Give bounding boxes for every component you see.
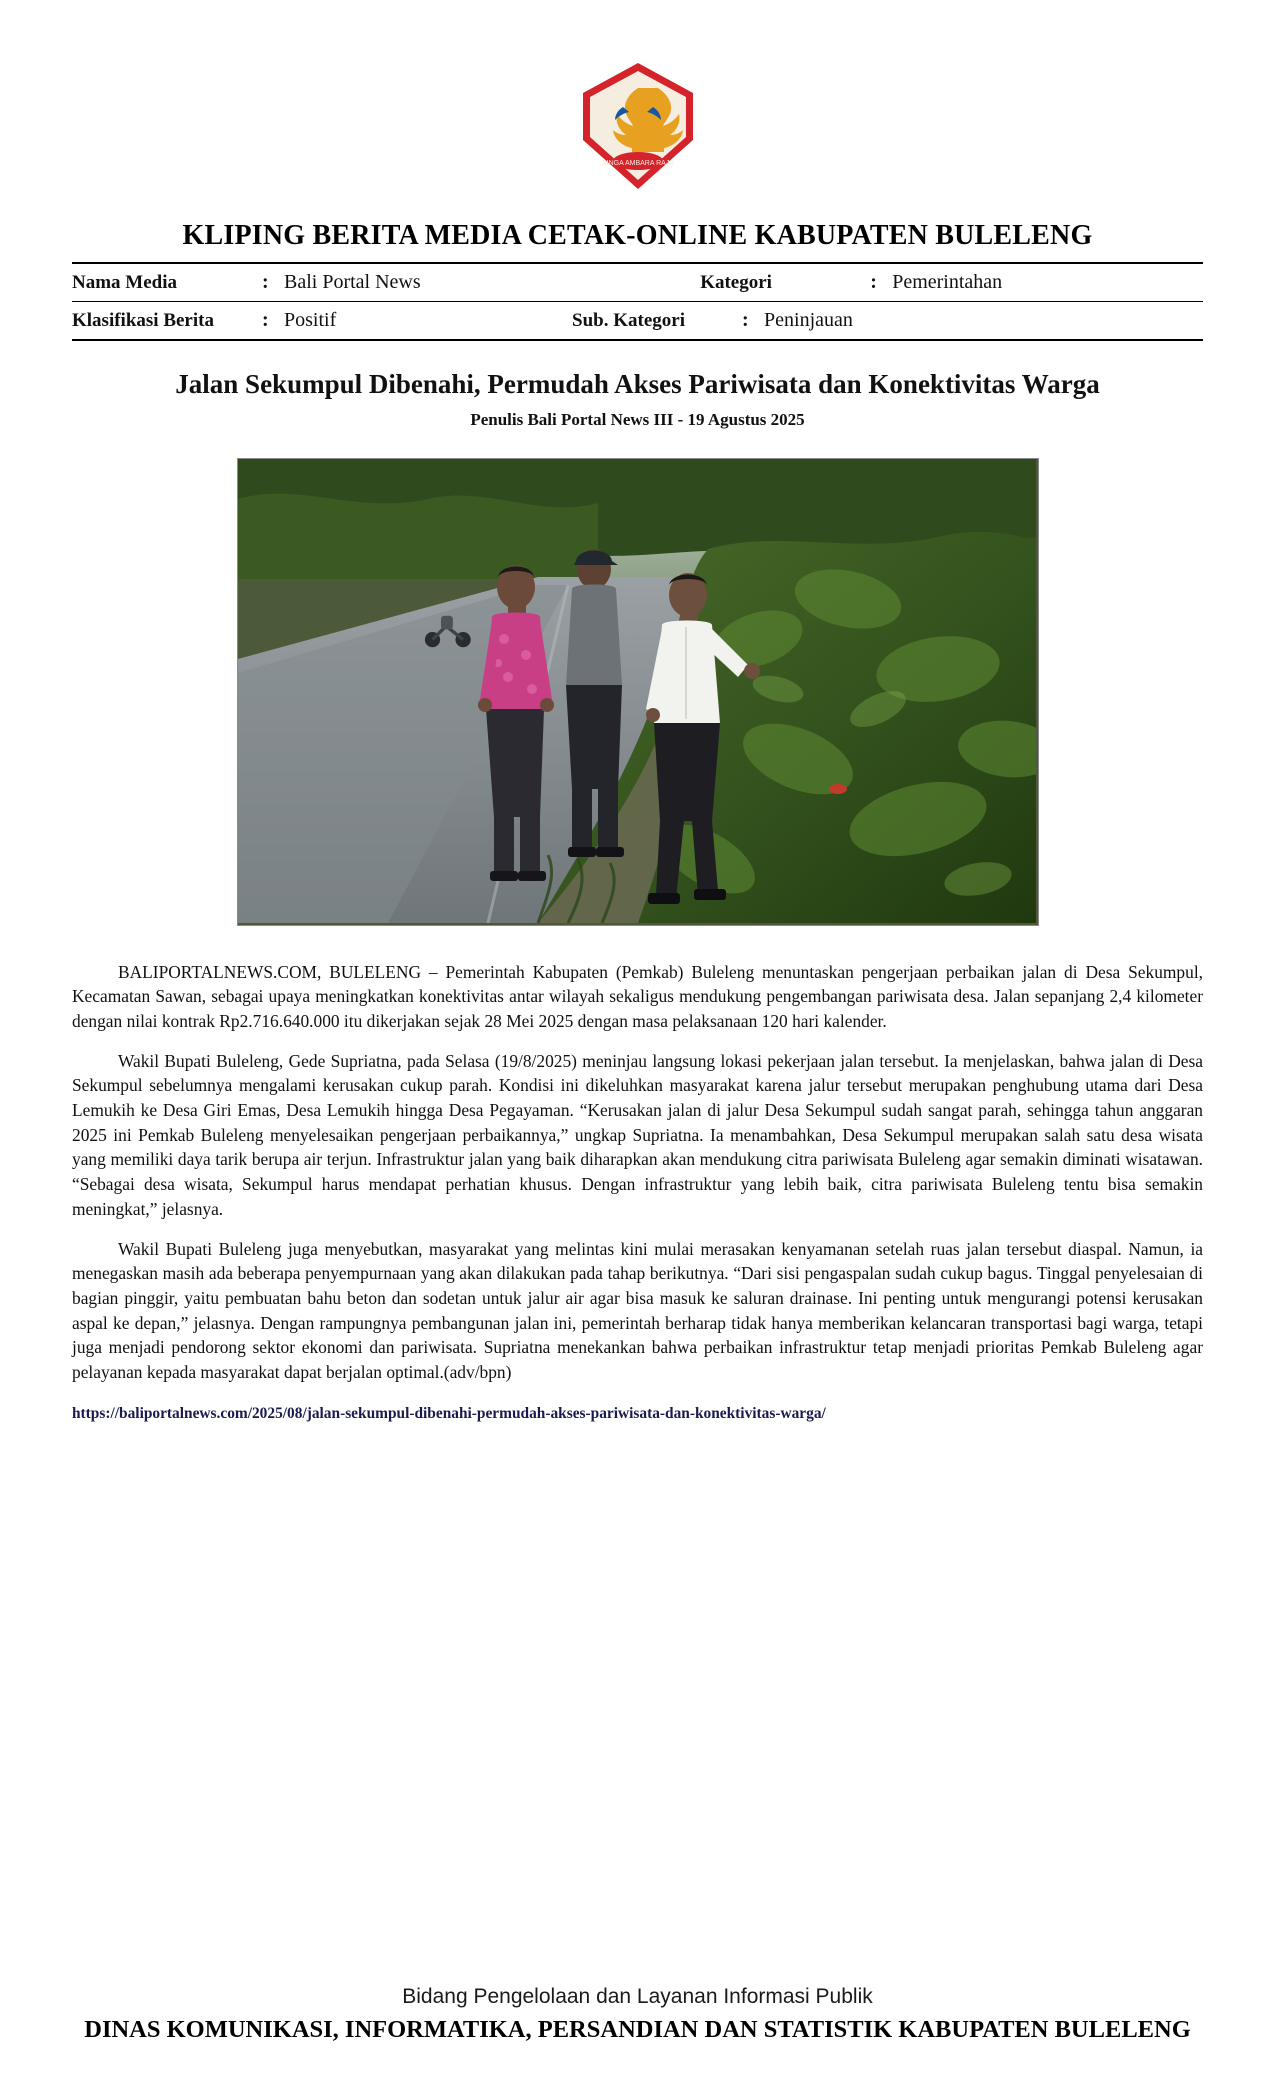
- metadata-table: [72, 264, 1203, 301]
- table-row: [72, 264, 1203, 301]
- media-label: Nama Media: [72, 272, 178, 293]
- table-row: [72, 302, 1203, 339]
- article-title: Jalan Sekumpul Dibenahi, Permudah Akses Pariwisata dan Konektivitas Warga: [175, 369, 1100, 399]
- media-value: Bali Portal News: [284, 271, 421, 293]
- page-footer: [0, 1985, 1275, 2044]
- media-colon: :: [262, 271, 269, 293]
- subcategory-value: Peninjauan: [764, 309, 853, 331]
- category-colon: :: [870, 271, 877, 293]
- article-paragraph-1: BALIPORTALNEWS.COM, BULELENG – Pemerintah Kabupaten (Pemkab) Buleleng menuntaskan pengerjaan perbaikan jalan di Desa Sekumpul, Kecamatan Sawan, sebagai upaya meningkatkan konektivitas antar wilayah sekaligus mendukung pengembangan pariwisata desa. Jalan sepanjang 2,4 kilometer dengan nilai kontrak Rp2.716.640.000 itu dikerjakan sejak 28 Mei 2025 dengan masa pelaksanaan 120 hari kalender.: [72, 961, 1203, 1031]
- classification-label: Klasifikasi Berita: [72, 310, 214, 331]
- metadata-table-2: [72, 302, 1203, 339]
- article-byline: Penulis Bali Portal News III - 19 Agustus 2025: [470, 409, 805, 429]
- subcategory-label: Sub. Kategori: [572, 310, 685, 331]
- emblem-container: [72, 0, 1203, 192]
- footer-department-line: Bidang Pengelolaan dan Layanan Informasi Publik: [402, 1985, 873, 2008]
- metadata-divider-bottom: [72, 339, 1203, 341]
- article-paragraph-2: Wakil Bupati Buleleng, Gede Supriatna, pada Selasa (19/8/2025) meninjau langsung lokasi pekerjaan jalan tersebut. Ia menjelaskan, bahwa jalan di Desa Sekumpul sebelumnya mengalami kerusakan cukup parah. Kondisi ini dikeluhkan masyarakat karena jalur tersebut merupakan penghubung utama dari Desa Lemukih ke Desa Giri Emas, Desa Lemukih hingga Desa Pegayaman. “Kerusakan jalan di jalur Desa Sekumpul sudah sangat parah, sehingga tahun anggaran 2025 ini Pemkab Buleleng menyelesaikan pengerjaan perbaikannya,” ungkap Supriatna. Ia menambahkan, Desa Sekumpul merupakan salah satu desa wisata yang memiliki daya tarik berupa air terjun. Infrastruktur jalan yang baik diharapkan akan mendukung citra pariwisata Buleleng agar semakin diminati wisatawan. “Sebagai desa wisata, Sekumpul harus mendapat perhatian khusus. Dengan infrastruktur yang lebih baik, citra pariwisata Buleleng tentu bisa semakin meningkat,” jelasnya.: [72, 1050, 1203, 1219]
- subcategory-colon: :: [742, 309, 749, 331]
- category-value: Pemerintahan: [892, 271, 1003, 293]
- page-title: KLIPING BERITA MEDIA CETAK-ONLINE KABUPATEN BULELENG: [182, 220, 1093, 251]
- category-label: Kategori: [700, 272, 772, 293]
- article-paragraph-3: Wakil Bupati Buleleng juga menyebutkan, masyarakat yang melintas kini mulai merasakan kenyamanan setelah ruas jalan tersebut diaspal. Namun, ia menegaskan masih ada beberapa penyempurnaan yang akan dilakukan pada tahap berikutnya. “Dari sisi pengaspalan sudah cukup bagus. Tinggal penyelesaian di bagian pinggir, yaitu pembuatan bahu beton dan sodetan untuk jalur air agar bisa masuk ke saluran drainase. Ini penting untuk mengurangi potensi kerusakan aspal ke depan,” jelasnya. Dengan rampungnya pembangunan jalan ini, pemerintah berharap tidak hanya memberikan kelancaran transportasi bagi warga, tetapi juga menjadi pendorong sektor ekonomi dan pariwisata. Supriatna menekankan bahwa perbaikan infrastruktur tetap menjadi prioritas Pemkab Buleleng agar pelayanan kepada masyarakat dapat berjalan optimal.(adv/bpn): [72, 1238, 1203, 1383]
- footer-agency-line: DINAS KOMUNIKASI, INFORMATIKA, PERSANDIAN DAN STATISTIK KABUPATEN BULELENG: [84, 2016, 1191, 2043]
- buleleng-regency-emblem-icon: [579, 60, 697, 192]
- source-url-link[interactable]: https://baliportalnews.com/2025/08/jalan-sekumpul-dibenahi-permudah-akses-pariwisata-dan-konektivitas-warga/: [72, 1404, 826, 1422]
- article-photo: [237, 458, 1039, 926]
- classification-value: Positif: [284, 309, 337, 331]
- svg-text:SINGA AMBARA RAJA: SINGA AMBARA RAJA: [601, 160, 674, 167]
- article-body: [72, 960, 1203, 1385]
- article-photo-container: [72, 458, 1203, 926]
- classification-colon: :: [262, 309, 269, 331]
